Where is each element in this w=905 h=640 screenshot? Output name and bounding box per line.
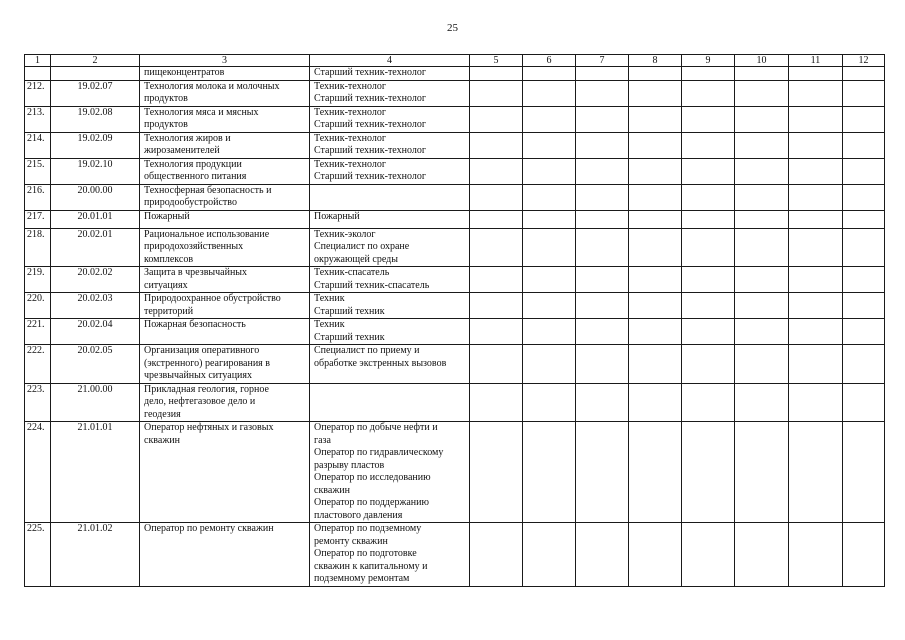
qualifications (310, 184, 470, 210)
specialty-name (140, 158, 310, 184)
table-row (25, 106, 885, 132)
qualification-line: Техник-эколог (314, 228, 376, 240)
specialty-code (51, 67, 140, 81)
empty-cell-col-9 (682, 80, 735, 106)
specialty-code: 20.02.03 (51, 293, 140, 319)
empty-cell-col-12 (843, 158, 885, 184)
empty-cell-col-7 (576, 184, 629, 210)
specialty-code: 20.01.01 (51, 210, 140, 228)
empty-cell-col-9 (682, 523, 735, 587)
qualification-line: Старший техник-технолог (314, 93, 426, 104)
empty-cell-col-6 (523, 345, 576, 384)
specialty-name-line: Организация оперативного (144, 345, 260, 356)
empty-cell-col-12 (843, 523, 885, 587)
table-row (25, 422, 885, 523)
qualifications (310, 80, 470, 106)
table-row (25, 293, 885, 319)
specialties-table (24, 54, 885, 587)
column-header: 10 (735, 55, 789, 67)
empty-cell-col-11 (789, 80, 843, 106)
empty-cell-col-11 (789, 158, 843, 184)
qualification-line: Техник (314, 319, 345, 330)
column-header: 1 (25, 55, 51, 67)
empty-cell-col-7 (576, 228, 629, 267)
empty-cell-col-7 (576, 293, 629, 319)
empty-cell-col-9 (682, 67, 735, 81)
specialty-name-line: Технология продукции (144, 158, 242, 170)
row-number: 222. (25, 345, 51, 384)
empty-cell-col-8 (629, 67, 682, 81)
specialty-name-line: продуктов (144, 93, 188, 104)
empty-cell-col-11 (789, 345, 843, 384)
empty-cell-col-5 (470, 293, 523, 319)
empty-cell-col-5 (470, 158, 523, 184)
table-row (25, 210, 885, 228)
specialty-name-line: Прикладная геология, горное (144, 383, 269, 395)
qualification-line: Старший техник-технолог (314, 145, 426, 156)
empty-cell-col-5 (470, 210, 523, 228)
empty-cell-col-12 (843, 106, 885, 132)
specialty-code: 20.00.00 (51, 184, 140, 210)
empty-cell-col-11 (789, 293, 843, 319)
qualification-line: Старший техник-технолог (314, 171, 426, 182)
empty-cell-col-6 (523, 80, 576, 106)
row-number: 219. (25, 267, 51, 293)
empty-cell-col-7 (576, 267, 629, 293)
empty-cell-col-11 (789, 184, 843, 210)
qualification-line: Оператор по подземному (314, 523, 422, 534)
empty-cell-col-9 (682, 267, 735, 293)
empty-cell-col-10 (735, 158, 789, 184)
specialty-name-line: геодезия (144, 408, 181, 420)
specialty-name (140, 293, 310, 319)
specialty-name-line: дело, нефтегазовое дело и (144, 396, 256, 407)
qualifications (310, 106, 470, 132)
empty-cell-col-12 (843, 184, 885, 210)
empty-cell-col-5 (470, 106, 523, 132)
qualification-line: Техник-технолог (314, 132, 386, 144)
table-row (25, 345, 885, 384)
specialty-name (140, 345, 310, 384)
specialty-name-line: Технология жиров и (144, 132, 231, 144)
empty-cell-col-5 (470, 267, 523, 293)
qualifications (310, 210, 470, 228)
empty-cell-col-7 (576, 132, 629, 158)
empty-cell-col-12 (843, 228, 885, 267)
empty-cell-col-12 (843, 132, 885, 158)
qualification-line: Оператор по подготовке (314, 548, 417, 559)
empty-cell-col-11 (789, 228, 843, 267)
specialty-name (140, 184, 310, 210)
row-number: 220. (25, 293, 51, 319)
empty-cell-col-10 (735, 422, 789, 523)
qualification-line: Старший техник-спасатель (314, 279, 430, 291)
empty-cell-col-9 (682, 158, 735, 184)
column-header: 6 (523, 55, 576, 67)
empty-cell-col-8 (629, 383, 682, 422)
empty-cell-col-11 (789, 106, 843, 132)
empty-cell-col-10 (735, 106, 789, 132)
empty-cell-col-8 (629, 80, 682, 106)
column-header-row (25, 55, 885, 67)
specialty-name-line: Рациональное использование (144, 228, 270, 240)
specialty-name-line: Технология молока и молочных (144, 80, 280, 92)
specialty-name-line: Оператор нефтяных и газовых (144, 422, 274, 433)
table-row (25, 383, 885, 422)
empty-cell-col-7 (576, 422, 629, 523)
empty-cell-col-6 (523, 67, 576, 81)
qualifications (310, 523, 470, 587)
qualification-line: Техник (314, 293, 345, 304)
empty-cell-col-10 (735, 228, 789, 267)
empty-cell-col-10 (735, 267, 789, 293)
empty-cell-col-7 (576, 67, 629, 81)
specialty-code: 21.01.01 (51, 422, 140, 523)
specialty-name-line: скважин (144, 434, 180, 446)
specialty-name-line: Технология мяса и мясных (144, 106, 259, 118)
specialty-name (140, 422, 310, 523)
qualification-line: Оператор по добыче нефти и (314, 422, 438, 433)
empty-cell-col-9 (682, 345, 735, 384)
specialty-code: 19.02.09 (51, 132, 140, 158)
empty-cell-col-10 (735, 67, 789, 81)
table-body (25, 67, 885, 587)
empty-cell-col-6 (523, 158, 576, 184)
table-row (25, 523, 885, 587)
empty-cell-col-5 (470, 319, 523, 345)
table-row (25, 319, 885, 345)
empty-cell-col-11 (789, 523, 843, 587)
qualifications (310, 345, 470, 384)
empty-cell-col-6 (523, 228, 576, 267)
qualification-line: разрыву пластов (314, 459, 385, 471)
empty-cell-col-11 (789, 132, 843, 158)
table-row (25, 184, 885, 210)
qualification-line: Оператор по исследованию (314, 472, 431, 483)
empty-cell-col-11 (789, 383, 843, 422)
specialty-name (140, 523, 310, 587)
specialty-name (140, 228, 310, 267)
empty-cell-col-9 (682, 319, 735, 345)
empty-cell-col-9 (682, 210, 735, 228)
empty-cell-col-5 (470, 67, 523, 81)
empty-cell-col-10 (735, 184, 789, 210)
row-number: 218. (25, 228, 51, 267)
empty-cell-col-7 (576, 106, 629, 132)
specialty-name-line: продуктов (144, 119, 188, 130)
empty-cell-col-6 (523, 293, 576, 319)
qualification-line: Техник-технолог (314, 106, 386, 118)
empty-cell-col-10 (735, 80, 789, 106)
column-header: 5 (470, 55, 523, 67)
specialty-name (140, 132, 310, 158)
column-header: 12 (843, 55, 885, 67)
row-number: 214. (25, 132, 51, 158)
table-row (25, 80, 885, 106)
empty-cell-col-6 (523, 319, 576, 345)
empty-cell-col-7 (576, 80, 629, 106)
empty-cell-col-5 (470, 80, 523, 106)
specialty-name-line: природообустройство (144, 197, 237, 208)
qualification-line: Техник-технолог (314, 80, 386, 92)
qualification-line: скважин (314, 484, 350, 496)
empty-cell-col-8 (629, 132, 682, 158)
specialty-name-line: Пожарная безопасность (144, 319, 246, 330)
qualification-line: скважин к капитальному и (314, 560, 428, 572)
empty-cell-col-7 (576, 523, 629, 587)
qualification-line: Оператор по поддержанию (314, 497, 429, 508)
specialty-name-line: ситуациях (144, 279, 188, 291)
specialty-code: 20.02.05 (51, 345, 140, 384)
empty-cell-col-12 (843, 67, 885, 81)
qualifications (310, 319, 470, 345)
table-row (25, 228, 885, 267)
empty-cell-col-12 (843, 293, 885, 319)
specialty-code: 19.02.07 (51, 80, 140, 106)
empty-cell-col-9 (682, 184, 735, 210)
empty-cell-col-7 (576, 319, 629, 345)
empty-cell-col-10 (735, 383, 789, 422)
column-header: 2 (51, 55, 140, 67)
qualification-line: Оператор по гидравлическому (314, 447, 444, 458)
empty-cell-col-8 (629, 345, 682, 384)
empty-cell-col-6 (523, 383, 576, 422)
specialty-name-line: жирозаменителей (144, 145, 220, 156)
qualification-line: Специалист по охране (314, 241, 410, 252)
qualifications (310, 132, 470, 158)
table-row (25, 267, 885, 293)
qualification-line: Пожарный (314, 210, 360, 222)
specialty-code: 19.02.10 (51, 158, 140, 184)
empty-cell-col-10 (735, 319, 789, 345)
specialty-name-line: Природоохранное обустройство (144, 293, 281, 304)
row-number: 212. (25, 80, 51, 106)
qualification-line: обработке экстренных вызовов (314, 357, 447, 369)
specialty-name-line: чрезвычайных ситуациях (144, 370, 253, 381)
empty-cell-col-9 (682, 106, 735, 132)
qualification-line: газа (314, 434, 331, 446)
empty-cell-col-9 (682, 422, 735, 523)
table-row (25, 67, 885, 81)
empty-cell-col-8 (629, 106, 682, 132)
empty-cell-col-7 (576, 210, 629, 228)
qualifications (310, 67, 470, 81)
specialty-name-line: Техносферная безопасность и (144, 184, 272, 196)
empty-cell-col-10 (735, 345, 789, 384)
table-row (25, 132, 885, 158)
empty-cell-col-12 (843, 345, 885, 384)
specialty-code: 20.02.02 (51, 267, 140, 293)
specialty-name-line: комплексов (144, 253, 194, 265)
column-header: 11 (789, 55, 843, 67)
specialty-name-line: территорий (144, 305, 194, 317)
page-number: 25 (447, 22, 458, 34)
empty-cell-col-6 (523, 210, 576, 228)
empty-cell-col-12 (843, 80, 885, 106)
empty-cell-col-10 (735, 293, 789, 319)
specialty-name-line: (экстренного) реагирования в (144, 357, 270, 369)
specialty-name (140, 210, 310, 228)
empty-cell-col-11 (789, 319, 843, 345)
empty-cell-col-5 (470, 383, 523, 422)
row-number: 217. (25, 210, 51, 228)
row-number: 225. (25, 523, 51, 587)
row-number (25, 67, 51, 81)
column-header: 9 (682, 55, 735, 67)
specialty-name-line: Защита в чрезвычайных (144, 267, 248, 278)
empty-cell-col-8 (629, 210, 682, 228)
specialty-name (140, 106, 310, 132)
empty-cell-col-6 (523, 106, 576, 132)
empty-cell-col-6 (523, 422, 576, 523)
qualifications (310, 158, 470, 184)
empty-cell-col-8 (629, 319, 682, 345)
specialty-name-line: Пожарный (144, 210, 190, 222)
empty-cell-col-7 (576, 158, 629, 184)
empty-cell-col-10 (735, 210, 789, 228)
specialty-name-line: природохозяйственных (144, 241, 244, 252)
empty-cell-col-11 (789, 210, 843, 228)
empty-cell-col-12 (843, 210, 885, 228)
row-number: 221. (25, 319, 51, 345)
empty-cell-col-8 (629, 422, 682, 523)
specialty-name (140, 319, 310, 345)
empty-cell-col-6 (523, 184, 576, 210)
qualifications (310, 267, 470, 293)
row-number: 223. (25, 383, 51, 422)
qualification-line: пластового давления (314, 509, 403, 521)
empty-cell-col-5 (470, 184, 523, 210)
row-number: 213. (25, 106, 51, 132)
empty-cell-col-8 (629, 184, 682, 210)
empty-cell-col-5 (470, 132, 523, 158)
empty-cell-col-9 (682, 383, 735, 422)
qualification-line: окружающей среды (314, 253, 398, 265)
specialty-name-line: общественного питания (144, 171, 247, 182)
empty-cell-col-9 (682, 293, 735, 319)
column-header: 8 (629, 55, 682, 67)
empty-cell-col-5 (470, 523, 523, 587)
empty-cell-col-8 (629, 158, 682, 184)
qualification-line: Специалист по приему и (314, 345, 420, 356)
specialty-name (140, 67, 310, 81)
qualification-line: Старший техник (314, 305, 385, 317)
empty-cell-col-9 (682, 228, 735, 267)
column-header: 3 (140, 55, 310, 67)
empty-cell-col-8 (629, 228, 682, 267)
empty-cell-col-5 (470, 228, 523, 267)
qualification-line: ремонту скважин (314, 535, 388, 547)
specialty-name-line: Оператор по ремонту скважин (144, 523, 274, 534)
row-number: 215. (25, 158, 51, 184)
column-header: 7 (576, 55, 629, 67)
specialty-name (140, 383, 310, 422)
qualifications (310, 228, 470, 267)
empty-cell-col-12 (843, 267, 885, 293)
qualification-line: Старший техник-технолог (314, 67, 426, 78)
qualifications (310, 422, 470, 523)
empty-cell-col-7 (576, 345, 629, 384)
specialty-name (140, 267, 310, 293)
empty-cell-col-12 (843, 422, 885, 523)
empty-cell-col-11 (789, 267, 843, 293)
column-header: 4 (310, 55, 470, 67)
empty-cell-col-9 (682, 132, 735, 158)
qualification-line: Старший техник (314, 331, 385, 343)
qualification-line: Техник-технолог (314, 158, 386, 170)
empty-cell-col-8 (629, 267, 682, 293)
empty-cell-col-6 (523, 523, 576, 587)
specialty-name (140, 80, 310, 106)
empty-cell-col-8 (629, 523, 682, 587)
empty-cell-col-11 (789, 422, 843, 523)
row-number: 216. (25, 184, 51, 210)
qualifications (310, 383, 470, 422)
specialty-code: 21.00.00 (51, 383, 140, 422)
empty-cell-col-10 (735, 132, 789, 158)
qualification-line: Техник-спасатель (314, 267, 390, 278)
empty-cell-col-6 (523, 132, 576, 158)
specialty-code: 20.02.04 (51, 319, 140, 345)
empty-cell-col-6 (523, 267, 576, 293)
specialty-code: 20.02.01 (51, 228, 140, 267)
empty-cell-col-5 (470, 345, 523, 384)
specialty-code: 21.01.02 (51, 523, 140, 587)
qualification-line: Старший техник-технолог (314, 119, 426, 130)
empty-cell-col-7 (576, 383, 629, 422)
empty-cell-col-5 (470, 422, 523, 523)
row-number: 224. (25, 422, 51, 523)
qualifications (310, 293, 470, 319)
empty-cell-col-8 (629, 293, 682, 319)
empty-cell-col-12 (843, 383, 885, 422)
specialty-code: 19.02.08 (51, 106, 140, 132)
empty-cell-col-11 (789, 67, 843, 81)
empty-cell-col-10 (735, 523, 789, 587)
qualification-line: подземному ремонтам (314, 573, 410, 584)
specialty-name-line: пищеконцентратов (144, 67, 225, 78)
empty-cell-col-12 (843, 319, 885, 345)
table-row (25, 158, 885, 184)
